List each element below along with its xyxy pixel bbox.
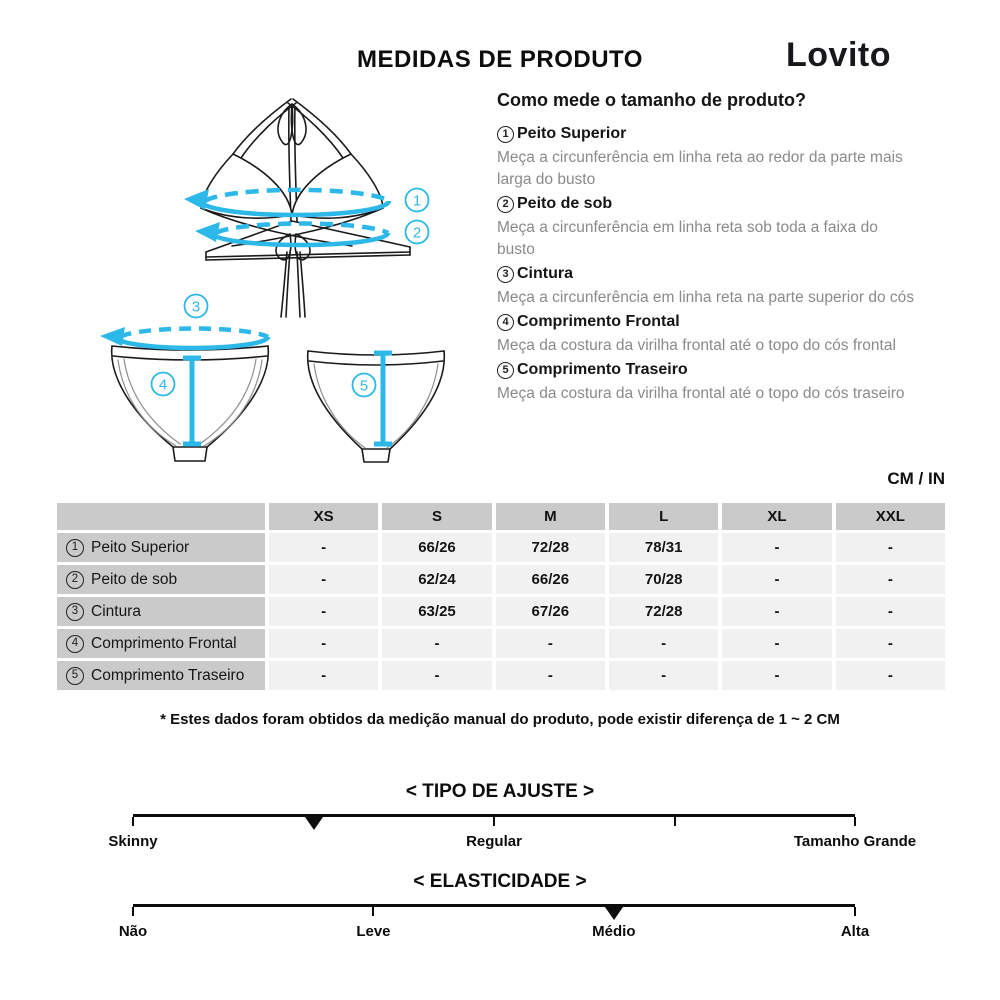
guide-item-title: Comprimento Frontal — [517, 313, 680, 330]
row-label — [57, 565, 265, 594]
table-corner-cell — [57, 503, 265, 530]
guide-item-title: Peito Superior — [517, 125, 627, 142]
guide-item-desc: Meça da costura da virilha frontal até o topo do cós traseiro — [497, 385, 905, 402]
guide-item-desc: Meça a circunferência em linha reta sob toda a faixa do busto — [497, 219, 878, 258]
measurement-disclaimer: * Estes dados foram obtidos da medição manual do produto, pode existir diferença de 1 ~ 2 CM — [160, 711, 840, 728]
table-cell: - — [269, 533, 378, 562]
row-label-text: Peito Superior — [91, 538, 190, 556]
table-cell: - — [269, 661, 378, 690]
table-cell: 63/25 — [382, 597, 491, 626]
circled-number: 4 — [497, 314, 514, 331]
table-cell: 78/31 — [609, 533, 718, 562]
waist-measure-solid — [116, 337, 268, 348]
callout-4: 4 — [158, 376, 168, 394]
elasticity-label-medio: Médio — [592, 923, 636, 940]
row-label-text: Cintura — [91, 602, 141, 620]
table-cell: - — [496, 629, 605, 658]
table-cell: - — [269, 629, 378, 658]
guide-heading: Como mede o tamanho de produto? — [497, 90, 806, 110]
circled-number: 2 — [66, 571, 84, 589]
circled-number: 1 — [497, 126, 514, 143]
table-cell: - — [836, 597, 945, 626]
measure-guide — [497, 90, 915, 405]
elasticity-scale-line — [133, 904, 855, 907]
table-cell: - — [269, 565, 378, 594]
circled-number: 1 — [66, 539, 84, 557]
brand-logo: Lovito — [786, 36, 891, 74]
fit-scale-tick — [674, 817, 676, 826]
page-title: MEDIDAS DE PRODUTO — [357, 46, 643, 73]
table-cell: - — [382, 629, 491, 658]
row-label-text: Comprimento Frontal — [91, 634, 237, 652]
guide-item-desc: Meça a circunferência em linha reta na parte superior do cós — [497, 289, 914, 306]
table-cell: 66/26 — [496, 565, 605, 594]
guide-item-label — [497, 261, 915, 287]
table-cell: 70/28 — [609, 565, 718, 594]
guide-item-desc: Meça da costura da virilha frontal até o topo do cós frontal — [497, 337, 896, 354]
callout-1: 1 — [412, 192, 422, 210]
table-cell: - — [836, 565, 945, 594]
fit-scale-tick — [132, 817, 134, 826]
column-header-xl: XL — [722, 503, 831, 530]
row-label-text: Peito de sob — [91, 570, 178, 588]
guide-item-title: Cintura — [517, 265, 573, 282]
row-label — [57, 597, 265, 626]
elasticity-scale-rail — [118, 904, 870, 940]
upper-bust-arrowhead — [184, 189, 209, 210]
fit-label-tamanho-grande: Tamanho Grande — [793, 833, 917, 850]
row-label — [57, 661, 265, 690]
column-header-xxl: XXL — [836, 503, 945, 530]
table-cell: - — [722, 565, 831, 594]
table-cell: - — [722, 661, 831, 690]
guide-item-label — [497, 121, 915, 147]
elasticity-label-nao: Não — [118, 923, 148, 940]
table-cell: - — [722, 629, 831, 658]
table-cell: - — [836, 629, 945, 658]
fit-scale-tick — [854, 817, 856, 826]
fit-scale-marker — [305, 817, 323, 830]
table-cell: - — [722, 533, 831, 562]
circled-number: 5 — [66, 667, 84, 685]
under-bust-measure-dashed — [216, 224, 388, 233]
fit-label-skinny: Skinny — [108, 833, 158, 850]
waist-measure-dashed — [120, 329, 268, 337]
circled-number: 3 — [66, 603, 84, 621]
column-header-l: L — [609, 503, 718, 530]
elasticity-scale-tick — [854, 907, 856, 916]
circled-number: 4 — [66, 635, 84, 653]
table-cell: 67/26 — [496, 597, 605, 626]
guide-item-label — [497, 357, 915, 383]
unit-label: CM / IN — [887, 469, 945, 488]
guide-item-desc: Meça a circunferência em linha reta ao redor da parte mais larga do busto — [497, 149, 903, 188]
table-cell: - — [609, 629, 718, 658]
table-cell: - — [836, 661, 945, 690]
elasticity-scale-marker — [605, 907, 623, 920]
elasticity-label-alta: Alta — [840, 923, 870, 940]
waist-arrowhead — [100, 327, 125, 346]
elasticity-scale-title: < ELASTICIDADE > — [413, 871, 587, 892]
circled-number: 5 — [497, 362, 514, 379]
table-cell: - — [609, 661, 718, 690]
table-cell: 62/24 — [382, 565, 491, 594]
table-cell: - — [836, 533, 945, 562]
guide-item-label — [497, 191, 915, 217]
back-length-measure — [374, 353, 392, 444]
under-bust-arrowhead — [195, 222, 220, 242]
table-cell: - — [382, 661, 491, 690]
elasticity-label-leve: Leve — [356, 923, 391, 940]
table-cell: - — [496, 661, 605, 690]
column-header-s: S — [382, 503, 491, 530]
callout-5: 5 — [359, 377, 369, 395]
guide-item-label — [497, 309, 915, 335]
guide-item-title: Comprimento Traseiro — [517, 361, 688, 378]
row-label-text: Comprimento Traseiro — [91, 666, 245, 684]
table-cell: - — [269, 597, 378, 626]
table-cell: 72/28 — [609, 597, 718, 626]
table-cell: 72/28 — [496, 533, 605, 562]
callout-3: 3 — [191, 298, 201, 316]
under-bust-measure-solid — [212, 233, 388, 245]
row-label — [57, 533, 265, 562]
circled-number: 2 — [497, 196, 514, 213]
circled-number: 3 — [497, 266, 514, 283]
callout-2: 2 — [412, 224, 422, 242]
front-length-measure — [183, 358, 201, 444]
column-header-m: M — [496, 503, 605, 530]
fit-label-regular: Regular — [466, 833, 522, 850]
table-cell: - — [722, 597, 831, 626]
fit-scale-title: < TIPO DE AJUSTE > — [405, 781, 595, 802]
fit-scale-tick — [493, 817, 495, 826]
table-cell: 66/26 — [382, 533, 491, 562]
garment-measurement-illustration — [90, 85, 470, 470]
elasticity-scale-tick — [132, 907, 134, 916]
column-header-xs: XS — [269, 503, 378, 530]
size-table — [57, 503, 945, 690]
fit-scale-rail — [108, 814, 917, 850]
elasticity-scale-tick — [372, 907, 374, 916]
row-label — [57, 629, 265, 658]
guide-item-title: Peito de sob — [517, 195, 613, 212]
